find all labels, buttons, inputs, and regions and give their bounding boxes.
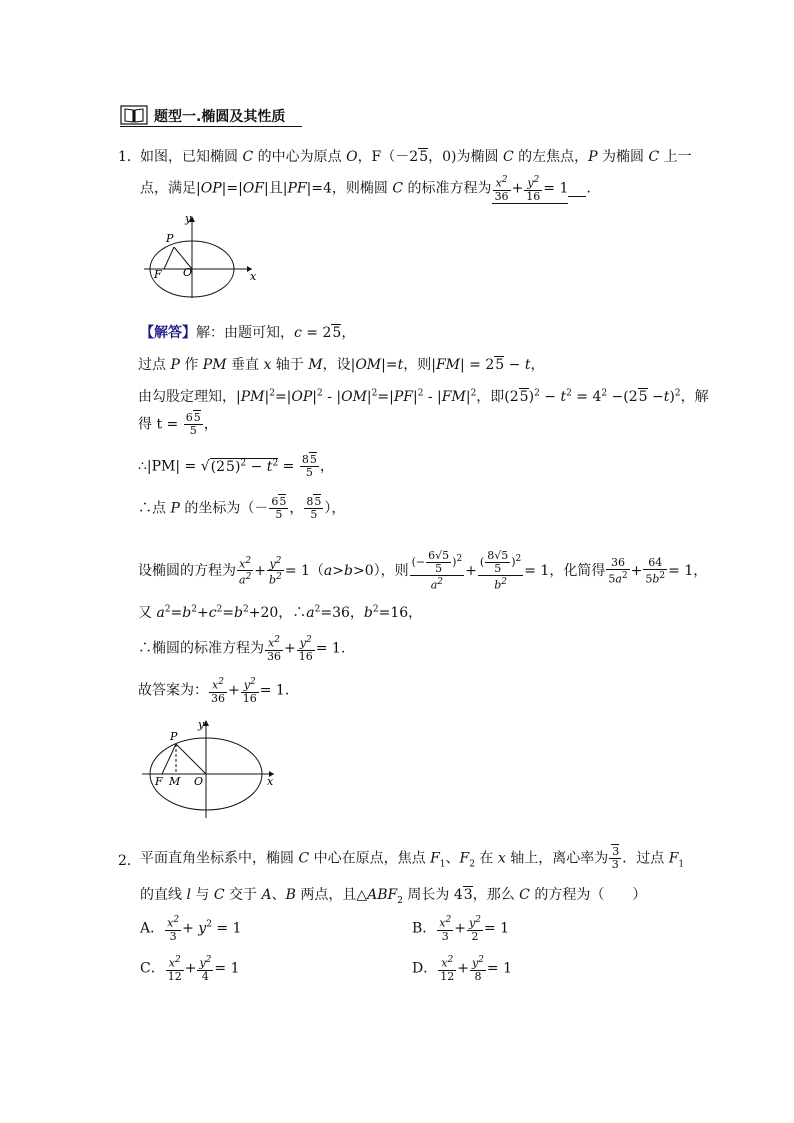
fig2-label-x: x [267,775,274,788]
q2-line2: 的直线 l 与 C 交于 A、B 两点，且$\triangle ABF_2$ 周长为 43，那么 C 的方程为（ ） [140,887,647,906]
q1-line2: 点，满足|OP|=|OF|且|PF|=4，则椭圆 C 的标准方程为 $\frac{x^2}{36}$ + $\frac{y^2}{16}$ = 1 . [140,175,591,203]
q2-number: 2． [118,853,141,869]
figure-1-ellipse [140,212,260,302]
solution-line-1: 【解答】解：由题可知，c = 25， [140,325,356,341]
q1-number: 1． [118,149,141,165]
fig2-label-p: P [170,730,178,743]
solution-line-3: 由勾股定理知，$|PM|^2=|OP|^2 - |OM|^2=|PF|^2 - |FM|^2$，即$(25)^2 - t^2 = 4^2 -(25 -t)^2$，解 [138,388,709,405]
q1-answer-blank: $\frac{x^2}{36}$ + $\frac{y^2}{16}$ = 1 [492,174,569,204]
q1-line1: 如图，已知椭圆 C 的中心为原点 O，F（－25，0)为椭圆 C 的左焦点，P 为椭圆 C 上一 [140,149,692,165]
solution-line-9: ∴椭圆的标准方程为 $\frac{x^2}{36}$ + $\frac{y^2}{16}$ = 1. [138,635,346,663]
option-d[interactable]: D． $\frac{x^2}{12}$ + $\frac{y^2}{8}$ = 1 [412,955,513,983]
q2-line1: 平面直角坐标系中，椭圆 C 中心在原点，焦点 $F_1$、$F_2$ 在 x 轴上，离心率为 $\frac{3}{3}$ ．过点 $F_1$ [140,845,685,871]
solution-line-5: ∴|PM| = $√(25)^2 - t^2$ = $\frac{85}{5}$ ， [138,453,334,479]
solution-line-6: ∴点 P 的坐标为（－ $\frac{65}{5}$ ， $\frac{85}{5}$ ）， [138,495,346,521]
fig1-label-p: P [166,232,174,245]
fig1-label-y: y [185,212,192,225]
fig1-label-f: F [154,268,162,281]
figure-2-ellipse [140,718,280,820]
solution-line-8: 又 $a^2=b^2+c^2=b^2+20$，$\therefore a^2=36$，$b^2=16$， [138,604,423,621]
solution-line-7: 设椭圆的方程为 $\frac{x^2}{a^2}$ + $\frac{y^2}{b^2}$ = 1（a>b>0），则 (− $\frac{6√5}{5}$ )$^2$ $a^2$ + ( $\frac{8√5}{5}$ )$^2$ $b^2$ = 1，化简得 $\frac{36}{5a^2}$ + $\frac{64}{5b^2}$ = 1， [138,549,708,592]
fig2-label-y: y [198,718,205,731]
fig2-label-f: F [155,775,163,788]
section-title: 题型一.椭圆及其性质 [154,109,286,125]
fig2-label-m: M [169,775,181,788]
section-underline [120,126,302,127]
fig1-label-x: x [250,270,257,283]
option-a[interactable]: A． $\frac{x^2}{3}$ + $y^2 = 1$ [140,915,242,943]
solution-line-10: 故答案为： $\frac{x^2}{36}$ + $\frac{y^2}{16}$ = 1. [138,677,290,705]
option-b[interactable]: B． $\frac{x^2}{3}$ + $\frac{y^2}{2}$ = 1 [412,915,510,943]
fig1-label-o: O [183,266,193,279]
fig2-label-o: O [194,775,204,788]
solution-line-2: 过点 P 作 PM 垂直 x 轴于 M，设|OM|=t，则|FM| = 25 − t， [138,357,545,373]
option-c[interactable]: C． $\frac{x^2}{12}$ + $\frac{y^2}{4}$ = 1 [140,955,240,983]
solution-line-4: 得 t = $\frac{65}{5}$ ， [138,411,218,437]
book-icon [120,105,148,125]
